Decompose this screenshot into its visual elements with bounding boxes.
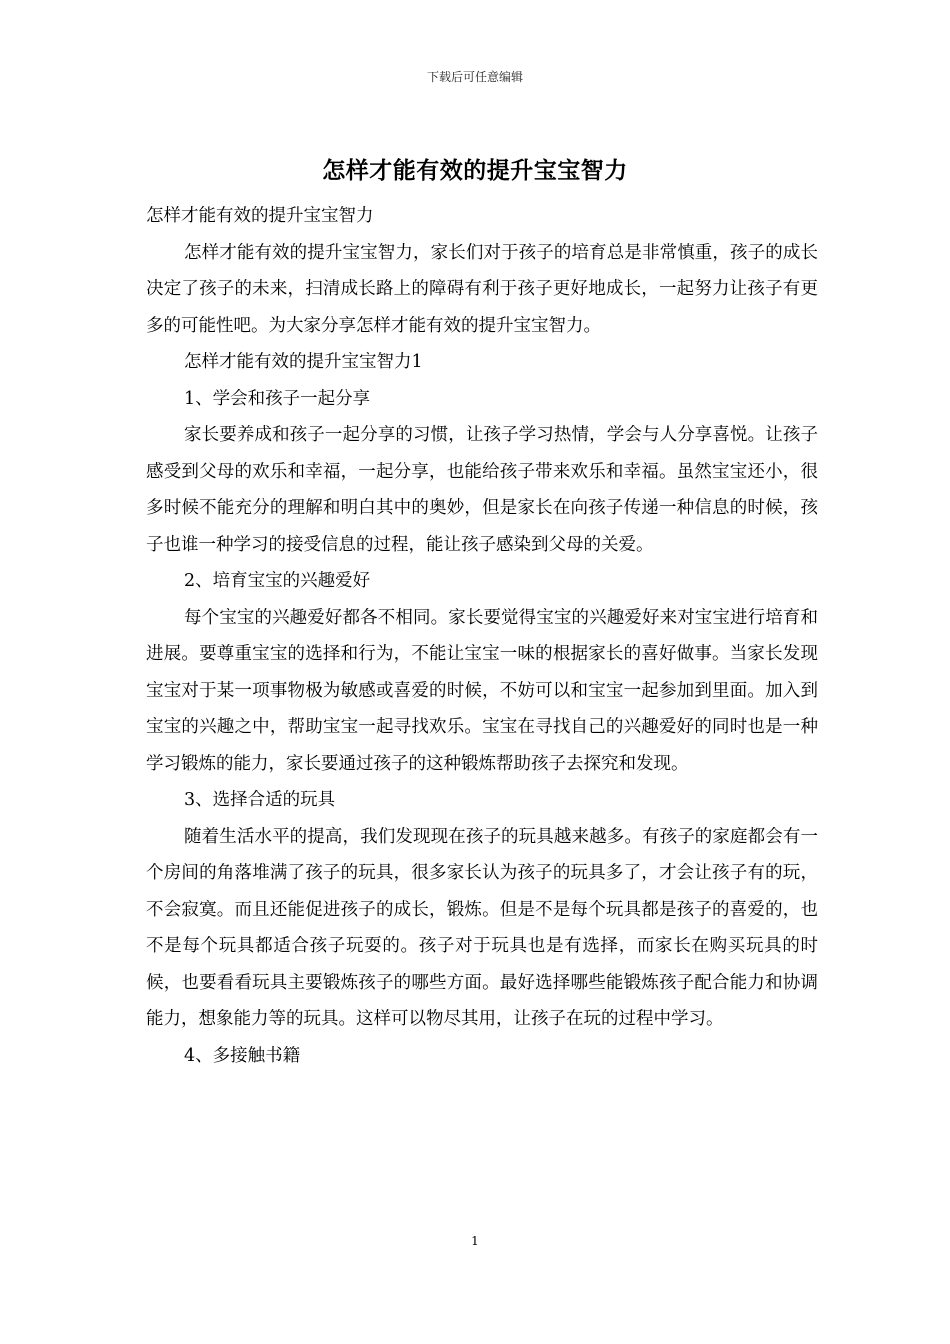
page-number: 1 <box>471 1234 479 1248</box>
item-heading-3: 3、选择合适的玩具 <box>184 790 336 810</box>
item-heading-4: 4、多接触书籍 <box>184 1045 301 1066</box>
item-heading-2: 2、培育宝宝的兴趣爱好 <box>184 571 371 591</box>
document-body <box>146 198 818 1074</box>
intro-paragraph: 怎样才能有效的提升宝宝智力，家长们对于孩子的培育总是非常慎重，孩子的成长决定了孩子的未来，扫清成长路上的障碍有利于孩子更好地成长，一起努力让孩子有更多的可能性吧。为大家分享怎样才能有效的提升宝宝智力。 <box>146 242 818 336</box>
item-heading-1: 1、学会和孩子一起分享 <box>184 388 371 409</box>
document-title: 怎样才能有效的提升宝宝智力 <box>322 157 628 184</box>
subtitle: 怎样才能有效的提升宝宝智力 <box>146 206 374 226</box>
header-note: 下载后可任意编辑 <box>426 70 523 84</box>
item-paragraph-1: 家长要养成和孩子一起分享的习惯，让孩子学习热情，学会与人分享喜悦。让孩子感受到父母的欢乐和幸福，一起分享，也能给孩子带来欢乐和幸福。虽然宝宝还小，很多时候不能充分的理解和明白其中的奥妙，但是家长在向孩子传递一种信息的时候，孩子也谁一种学习的接受信息的过程，能让孩子感染到父母的关爱。 <box>146 425 818 555</box>
item-paragraph-3: 随着生活水平的提高，我们发现现在孩子的玩具越来越多。有孩子的家庭都会有一个房间的角落堆满了孩子的玩具，很多家长认为孩子的玩具多了，才会让孩子有的玩，不会寂寞。而且还能促进孩子的成长，锻炼。但是不是每个玩具都是孩子的喜爱的，也不是每个玩具都适合孩子玩耍的。孩子对于玩具也是有选择，而家长在购买玩具的时候，也要看看玩具主要锻炼孩子的哪些方面。最好选择哪些能锻炼孩子配合能力和协调能力，想象能力等的玩具。这样可以物尽其用，让孩子在玩的过程中学习。 <box>146 826 818 1029</box>
item-paragraph-2: 每个宝宝的兴趣爱好都各不相同。家长要觉得宝宝的兴趣爱好来对宝宝进行培育和进展。要尊重宝宝的选择和行为，不能让宝宝一味的根据家长的喜好做事。当家长发现宝宝对于某一项事物极为敏感或喜爱的时候，不妨可以和宝宝一起参加到里面。加入到宝宝的兴趣之中，帮助宝宝一起寻找欢乐。宝宝在寻找自己的兴趣爱好的同时也是一种学习锻炼的能力，家长要通过孩子的这种锻炼帮助孩子去探究和发现。 <box>146 607 818 774</box>
section-heading: 怎样才能有效的提升宝宝智力1 <box>184 352 423 372</box>
